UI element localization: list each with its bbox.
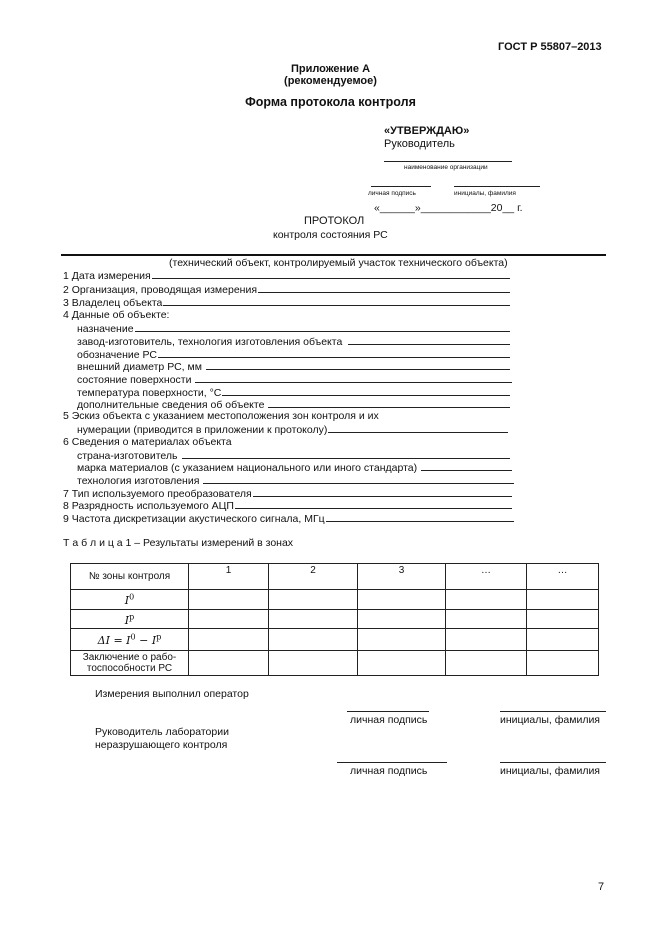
item-measurement-date: 1 Дата измерения bbox=[63, 269, 510, 282]
item-diameter: внешний диаметр РС, мм bbox=[77, 360, 510, 373]
table-row bbox=[71, 590, 599, 610]
operator-sign-caption: личная подпись bbox=[350, 714, 428, 726]
lab-sign-caption: личная подпись bbox=[350, 765, 428, 777]
lab-head-label-2: неразрушающего контроля bbox=[95, 739, 228, 751]
row-label-i0: $I^0$ bbox=[71, 590, 189, 610]
sign-caption: личная подпись bbox=[368, 190, 416, 197]
standard-number: ГОСТ Р 55807–2013 bbox=[498, 41, 602, 53]
item-purpose: назначение bbox=[77, 322, 510, 335]
table-caption: Т а б л и ц а 1 – Результаты измерений в зонах bbox=[63, 537, 294, 549]
item-object-data: 4 Данные об объекте: bbox=[63, 309, 170, 321]
table-row bbox=[71, 651, 599, 676]
item-manufacturer: завод-изготовитель, технология изготовления объекта bbox=[77, 335, 510, 348]
annex-title: Приложение А bbox=[290, 63, 371, 75]
protocol-subtitle: контроля состояния РС bbox=[273, 229, 388, 241]
approval-date: «______»____________20__ г. bbox=[374, 202, 523, 214]
operator-label: Измерения выполнил оператор bbox=[95, 688, 249, 700]
page-number: 7 bbox=[598, 881, 605, 893]
item-surface-state: состояние поверхности bbox=[77, 373, 512, 386]
operator-sign-line bbox=[347, 711, 429, 712]
item-surface-temp: температура поверхности, °С bbox=[77, 386, 510, 399]
item-country: страна-изготовитель bbox=[77, 449, 510, 462]
item-material-grade: марка материалов (с указанием национального или иного стандарта) bbox=[77, 461, 512, 474]
annex-status: (рекомендуемое) bbox=[284, 75, 377, 87]
lab-sign-line bbox=[337, 762, 447, 763]
item-transducer: 7 Тип используемого преобразователя bbox=[63, 487, 512, 500]
object-caption: (технический объект, контролируемый участок технического объекта) bbox=[169, 257, 508, 269]
item-adc: 8 Разрядность используемого АЦП bbox=[63, 499, 512, 512]
zone-col-3: 3 bbox=[358, 564, 446, 590]
protocol-title: ПРОТОКОЛ bbox=[304, 215, 365, 227]
results-table bbox=[70, 563, 599, 676]
zone-col-2: 2 bbox=[269, 564, 358, 590]
item-sketch-note: нумерации (приводится в приложении к протоколу) bbox=[77, 423, 508, 436]
item-sampling-rate: 9 Частота дискретизации акустического сигнала, МГц bbox=[63, 512, 514, 525]
table-row bbox=[71, 610, 599, 629]
org-caption: наименование организации bbox=[404, 164, 488, 171]
approve-label: «УТВЕРЖДАЮ» bbox=[384, 125, 470, 137]
zone-col-5: … bbox=[527, 564, 599, 590]
operator-name-line bbox=[500, 711, 606, 712]
item-organization: 2 Организация, проводящая измерения bbox=[63, 283, 510, 296]
row-label-ip: $I^p$ bbox=[71, 610, 189, 629]
row-label-delta: $\Delta I = I^0 - I^p$ bbox=[71, 629, 189, 651]
form-title: Форма протокола контроля bbox=[245, 95, 416, 109]
item-materials: 6 Сведения о материалах объекта bbox=[63, 436, 232, 448]
lab-head-label-1: Руководитель лаборатории bbox=[95, 726, 229, 738]
name-line bbox=[454, 186, 540, 187]
item-technology: технология изготовления bbox=[77, 474, 514, 487]
zone-number-header: № зоны контроля bbox=[71, 564, 189, 590]
operator-name-caption: инициалы, фамилия bbox=[500, 714, 600, 726]
item-sketch: 5 Эскиз объекта с указанием местоположения зон контроля и их bbox=[63, 410, 379, 422]
object-line bbox=[61, 254, 606, 256]
table-row bbox=[71, 629, 599, 651]
org-line bbox=[384, 161, 512, 162]
row-label-conclusion: Заключение о рабо-тоспособности РС bbox=[71, 651, 189, 676]
item-owner: 3 Владелец объекта bbox=[63, 296, 510, 309]
head-label: Руководитель bbox=[384, 138, 455, 150]
zone-col-1: 1 bbox=[189, 564, 269, 590]
item-designation: обозначение РС bbox=[77, 348, 510, 361]
lab-name-caption: инициалы, фамилия bbox=[500, 765, 600, 777]
lab-name-line bbox=[500, 762, 606, 763]
name-caption: инициалы, фамилия bbox=[454, 190, 516, 197]
item-additional-info: дополнительные сведения об объекте bbox=[77, 398, 510, 411]
sign-line bbox=[371, 186, 431, 187]
table-header-row bbox=[71, 564, 599, 590]
zone-col-4: … bbox=[446, 564, 527, 590]
